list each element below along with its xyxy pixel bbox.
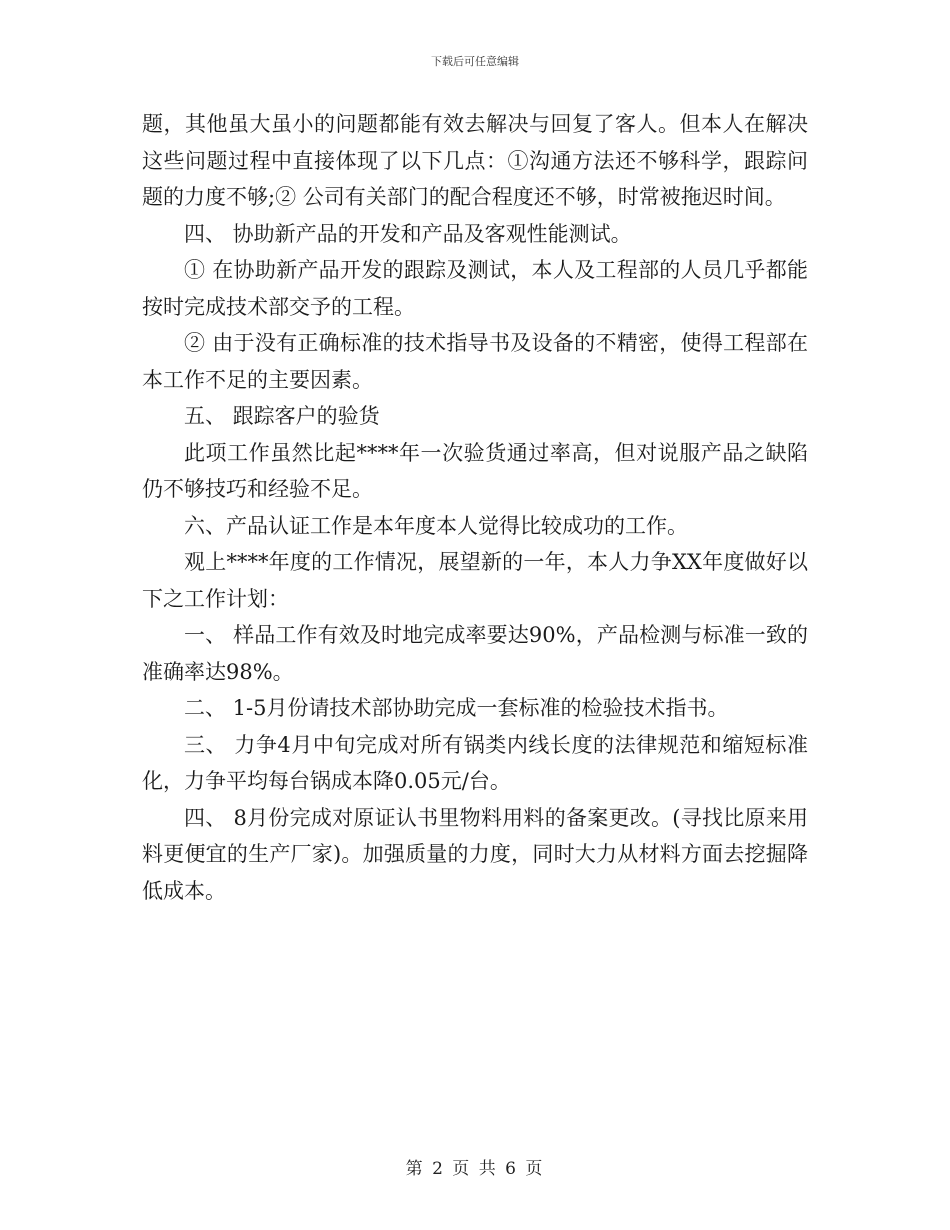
paragraph-2: 四、 协助新产品的开发和产品及客观性能测试。: [184, 221, 632, 246]
paragraph-9: 一、 样品工作有效及时地完成率要达90%，产品检测与标准一致的准确率达98%。: [142, 623, 808, 684]
page-number: 第 2 页 共 6 页: [405, 1159, 545, 1179]
paragraph-8: 观上****年度的工作情况，展望新的一年，本人力争XX年度做好以下之工作计划：: [142, 550, 808, 611]
paragraph-6: 此项工作虽然比起****年一次验货通过率高，但对说服产品之缺陷仍不够技巧和经验不足。: [142, 440, 808, 501]
paragraph-4: ② 由于没有正确标准的技术指导书及设备的不精密，使得工程部在本工作不足的主要因素。: [142, 331, 808, 392]
document-body: [142, 106, 808, 909]
paragraph-1: 题，其他虽大虽小的问题都能有效去解决与回复了客人。但本人在解决这些问题过程中直接体现了以下几点：①沟通方法还不够科学，跟踪问题的力度不够;② 公司有关部门的配合程度还不够，时常被拖迟时间。: [142, 112, 808, 209]
paragraph-10: 二、 1-5月份请技术部协助完成一套标准的检验技术指书。: [184, 696, 729, 720]
paragraph-3: ① 在协助新产品开发的跟踪及测试，本人及工程部的人员几乎都能按时完成技术部交予的工程。: [142, 258, 808, 319]
page-header: 下载后可任意编辑: [431, 55, 519, 68]
paragraph-12: 四、 8月份完成对原证认书里物料用料的备案更改。(寻找比原来用料更便宜的生产厂家)。加强质量的力度，同时大力从材料方面去挖掘降低成本。: [142, 805, 808, 903]
paragraph-11: 三、 力争4月中旬完成对所有锅类内线长度的法律规范和缩短标准化，力争平均每台锅成本降0.05元/台。: [142, 732, 808, 793]
paragraph-7: 六、产品认证工作是本年度本人觉得比较成功的工作。: [184, 513, 688, 538]
paragraph-5: 五、 跟踪客户的验货: [184, 404, 380, 428]
